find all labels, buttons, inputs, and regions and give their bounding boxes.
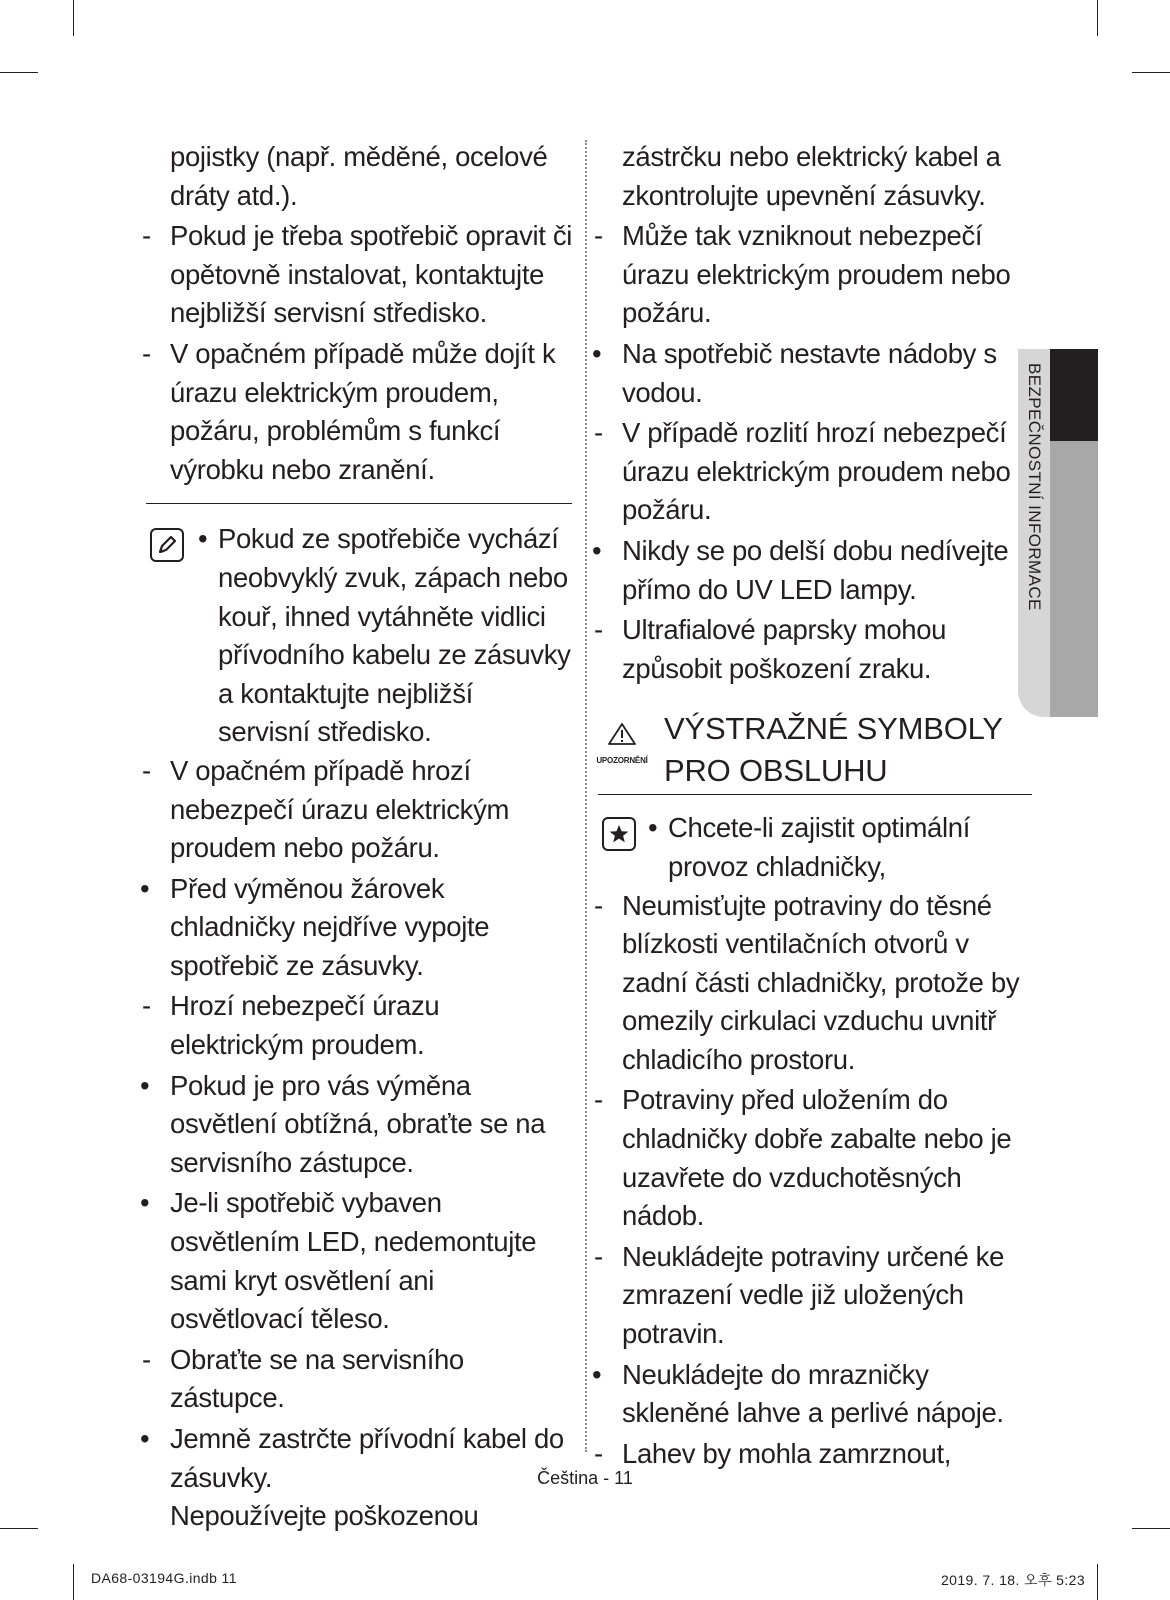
crop-mark [1132,1528,1170,1529]
list-item: • Je-li spotřebič vybaven osvětlením LED, nedemontujte sami kryt osvětlení ani osvětlovací těleso. [140,1187,537,1335]
list-item: • Pokud je pro vás výměna osvětlení obtížná, obraťte se na servisního zástupce. [140,1069,546,1178]
list-item: • Před výměnou žárovek chladničky nejdříve vypojte spotřebič ze zásuvky. [140,872,490,981]
list-item: - V opačném případě hrozí nebezpečí úrazu elektrickým proudem nebo požáru. [142,754,510,864]
list-item: - Lahev by mohla zamrznout, [594,1437,952,1469]
continued-text: zástrčku nebo elektrický kabel a zkontrolujte upevnění zásuvky. [622,141,1001,211]
warning-label: UPOZORNĚNÍ [596,756,648,766]
section-title: VÝSTRAŽNÉ SYMBOLY PRO OBSLUHU [664,711,1003,789]
left-column [140,138,572,1538]
bullet: • [648,812,658,844]
list-item: - V případě rozlití hrozí nebezpečí úrazu elektrickým proudem nebo požáru. [594,417,1011,526]
list-item: - Může tak vzniknout nebezpečí úrazu elektrickým proudem nebo požáru. [594,220,1011,329]
heading-underline [598,794,1032,795]
list-item [140,138,572,215]
list-item: - Neukládejte potraviny určené ke zmrazení vedle již uložených potravin. [594,1240,1005,1350]
crop-mark [1132,72,1170,73]
column-divider [585,140,587,1452]
side-tab-label: BEZPEČNOSTNÍ INFORMACE [1025,363,1044,611]
list-item: • Jemně zastrčte přívodní kabel do zásuvky. Nepoužívejte poškozenou [140,1420,572,1536]
list-item: • Na spotřebič nestavte nádoby s vodou. [592,337,997,408]
crop-mark [1097,0,1098,36]
crop-mark [73,0,74,36]
list-item: - Neumisťujte potraviny do těsné blízkosti ventilačních otvorů v zadní části chladničky, protože by omezily cirkulaci vzduchu uvnitř chladicího prostoru. [594,889,1020,1075]
list-item: - V opačném případě může dojít k úrazu elektrickým proudem, požáru, problémům s funkcí výrobku nebo zranění. [142,337,556,485]
list-item: - Potraviny před uložením do chladničky dobře zabalte nebo je uzavřete do vzduchotěsných nádob. [594,1084,1012,1232]
section-heading [592,708,1032,792]
pen-note-icon [150,528,184,562]
crop-mark [73,1564,74,1600]
list-item: • Neukládejte do mrazničky skleněné lahve a perlivé nápoje. [592,1358,1004,1429]
note-block [140,520,572,752]
note-text: Chcete-li zajistit optimální provoz chladničky, [668,812,970,882]
star-note-icon [602,817,636,851]
list-item: - Hrozí nebezpečí úrazu elektrickým proudem. [142,990,440,1061]
continued-text: Nepoužívejte poškozenou [170,1500,479,1532]
print-slug-file: DA68-03194G.indb 11 [91,1570,237,1586]
list-item: - Ultrafialové paprsky mohou způsobit poškození zraku. [594,614,947,684]
continued-text: pojistky (např. měděné, ocelové dráty atd.). [170,141,548,211]
right-column [592,138,1032,1475]
list-item: - Pokud je třeba spotřebič opravit či opětovně instalovat, kontaktujte nejbližší servisní středisko. [142,220,572,329]
crop-mark [0,1528,38,1529]
note-text: Pokud ze spotřebiče vychází neobvyklý zvuk, zápach nebo kouř, ihned vytáhněte vidlici přívodního kabelu ze zásuvky a kontaktujte nejbližší servisní středisko. [218,523,571,748]
list-item [592,138,1032,215]
warning-triangle-icon [594,714,650,765]
note-block [592,809,1032,886]
list-item: • Nikdy se po delší dobu nedívejte přímo do UV LED lampy. [592,534,1009,605]
page-number: Čeština - 11 [537,1468,633,1488]
crop-mark [1097,1564,1098,1600]
list-item: - Obraťte se na servisního zástupce. [142,1343,464,1414]
side-tab-track [1050,441,1098,717]
side-tab-marker [1050,349,1098,441]
print-slug-date: 2019. 7. 18. 오후 5:23 [941,1572,1086,1588]
section-divider [146,503,572,504]
crop-mark [0,72,38,73]
bullet: • [198,523,208,555]
